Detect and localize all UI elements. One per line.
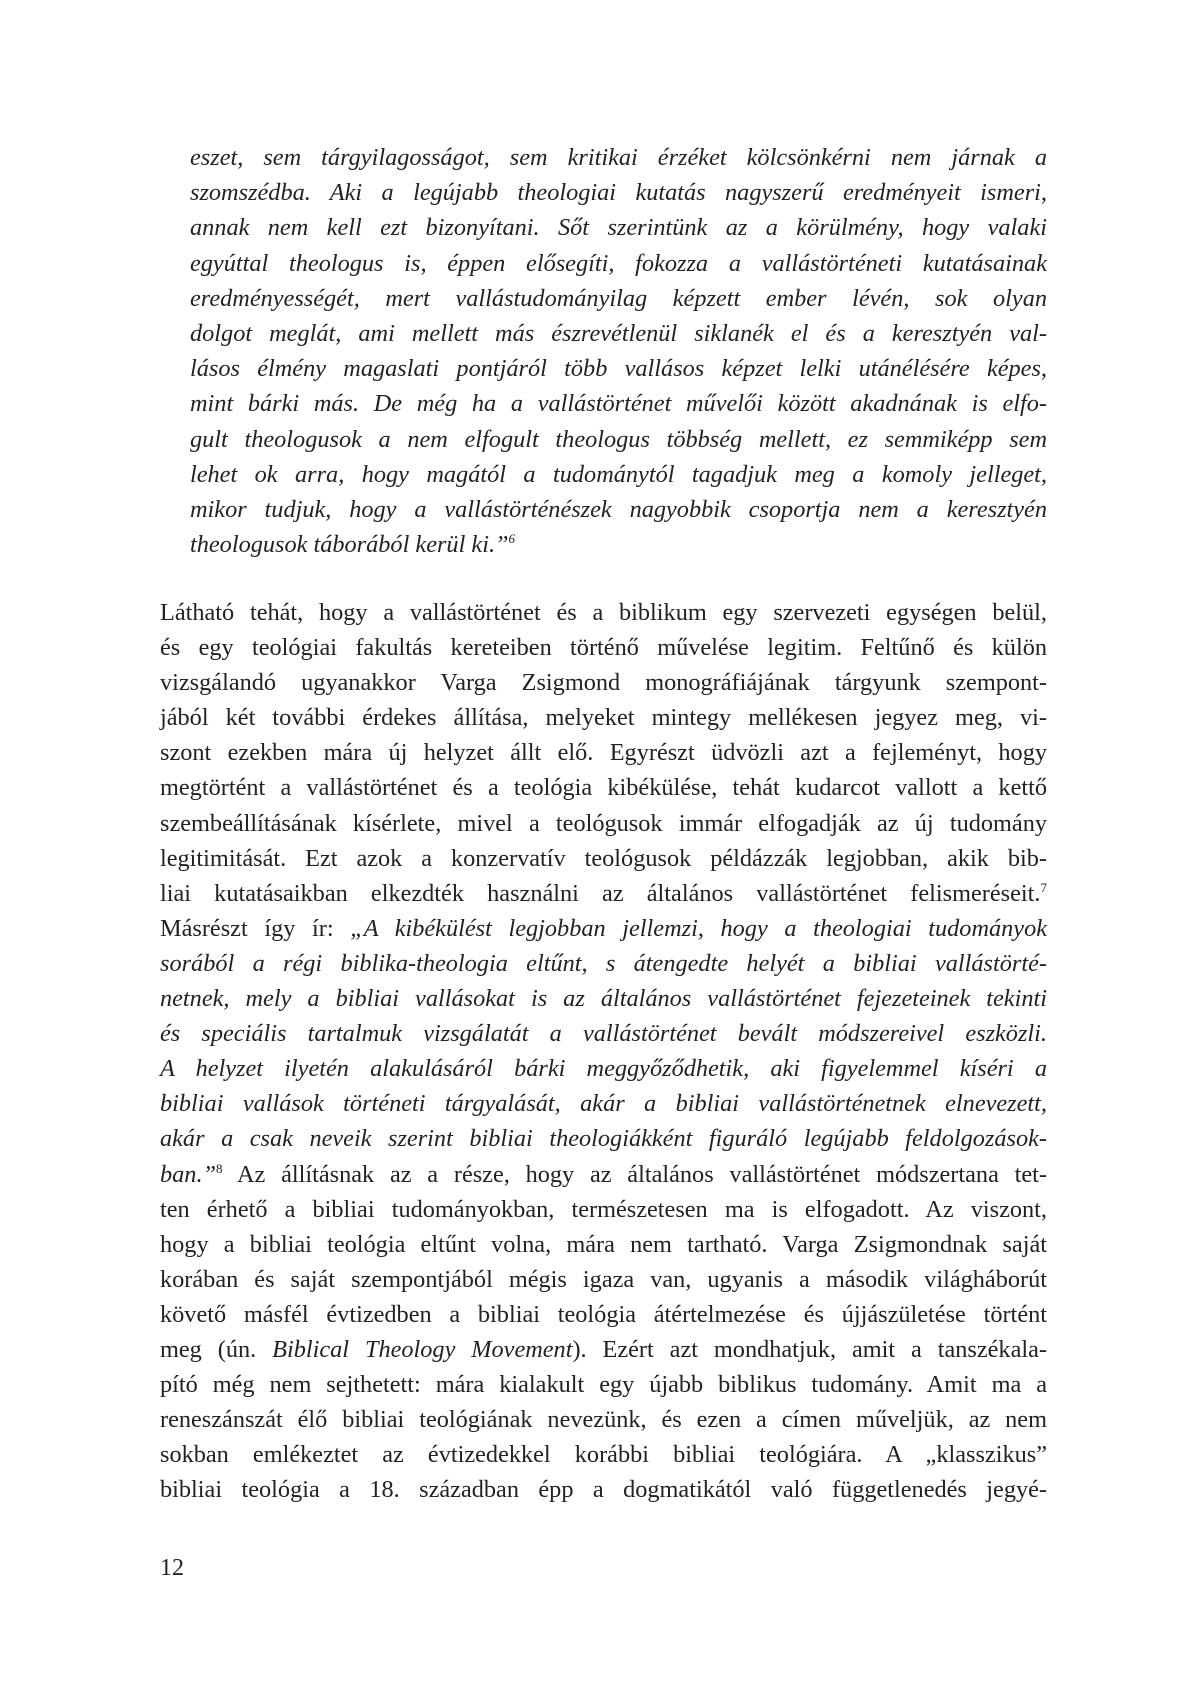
inline-quote-line: netnek, mely a bibliai vallásokat is az általános vallástörténet fejezeteinek tekinti [160, 985, 1047, 1013]
body-line [160, 911, 1047, 946]
inline-quote: „A kibékülést legjobban jellemzi, hogy a theologiai tudományok [350, 914, 1047, 942]
quote-line: lehet ok arra, hogy magától a tudománytól tagadjuk meg a komoly jelleget, [190, 460, 1047, 488]
body-line [160, 1332, 1047, 1367]
quote-line: mint bárki más. De még ha a vallástörténet művelői között akadnának is elfo- [190, 390, 1047, 418]
body-line: szont ezekben mára új helyzet állt elő. Egyrészt üdvözli azt a fejleményt, hogy [160, 739, 1047, 767]
body-paragraph [160, 595, 1047, 1507]
body-line: Látható tehát, hogy a vallástörténet és a biblikum egy szervezeti egységen belül, [160, 599, 1047, 626]
body-line-text: ). Ezért azt mondhatjuk, amit a tanszékala- [572, 1335, 1047, 1363]
body-line-text: Másrészt így ír: [160, 914, 351, 942]
body-line: ten érhető a bibliai tudományokban, természetesen ma is elfogadott. Az viszont, [160, 1195, 1047, 1223]
body-line: és egy teológiai fakultás kereteiben történő művelése legitim. Feltűnő és külön [160, 634, 1047, 662]
footnote-marker: 7 [1040, 879, 1047, 895]
body-line: reneszánszát élő bibliai teológiának nevezünk, és ezen a címen műveljük, az nem [160, 1406, 1047, 1434]
body-line: követő másfél évtizedben a bibliai teológia átértelmezése és újjászületése történt [160, 1300, 1047, 1328]
quote-line: egyúttal theologus is, éppen elősegíti, fokozza a vallástörténeti kutatásainak [190, 249, 1047, 277]
quote-line: lásos élmény magaslati pontjáról több vallásos képzet lelki utánélésére képes, [190, 355, 1047, 383]
body-line: szembeállításának kísérlete, mivel a teológusok immár elfogadják az új tudomány [160, 809, 1047, 837]
inline-quote-line: akár a csak neveik szerint bibliai theologiákként figuráló legújabb feldolgozások- [160, 1125, 1047, 1153]
quote-line: annak nem kell ezt bizonyítani. Sőt szerintünk az a körülmény, hogy valaki [190, 214, 1047, 242]
page-number: 12 [160, 1555, 184, 1581]
body-line: legitimitását. Ezt azok a konzervatív teológusok példázzák legjobban, akik bib- [160, 844, 1047, 872]
body-line [160, 1157, 1047, 1192]
body-line: jából két további érdekes állítása, melyeket mintegy mellékesen jegyez meg, vi- [160, 704, 1047, 732]
quote-line: mikor tudjuk, hogy a vallástörténészek nagyobbik csoportja nem a keresztyén [190, 495, 1047, 523]
footnote-marker: 8 [216, 1160, 223, 1176]
body-line-text: liai kutatásaikban elkezdték használni az általános vallástörténet felismeréseit. [160, 879, 1041, 907]
body-line: megtörtént a vallástörténet és a teológia kibékülése, tehát kudarcot vallott a kettő [160, 774, 1047, 802]
body-line: hogy a bibliai teológia eltűnt volna, mára nem tartható. Varga Zsigmondnak saját [160, 1230, 1047, 1258]
quote-line: szomszédba. Aki a legújabb theologiai kutatás nagyszerű eredményeit ismeri, [190, 179, 1047, 207]
inline-quote-line: és speciális tartalmuk vizsgálatát a vallástörténet bevált módszereivel eszközli. [160, 1020, 1047, 1048]
quote-line: gult theologusok a nem elfogult theologus többség mellett, ez semmiképp sem [190, 425, 1047, 453]
body-line-text: meg (ún. [160, 1335, 273, 1363]
body-line: bibliai teológia a 18. században épp a dogmatikától való függetlenedés jegyé- [160, 1476, 1047, 1504]
body-line: sokban emlékeztet az évtizedekkel korábbi bibliai teológiára. A „klasszikus” [160, 1441, 1047, 1469]
inline-quote-line: sorából a régi biblika-theologia eltűnt, s átengedte helyét a bibliai vallástörté- [160, 949, 1047, 977]
quote-last-line [190, 527, 1047, 562]
inline-quote-line: bibliai vallások történeti tárgyalását, akár a bibliai vallástörténetnek elnevezett, [160, 1090, 1047, 1118]
inline-quote-line: A helyzet ilyetén alakulásáról bárki meggyőződhetik, aki figyelemmel kíséri a [160, 1055, 1047, 1083]
body-line: vizsgálandó ugyanakkor Varga Zsigmond monográfiájának tárgyunk szempont- [160, 669, 1047, 697]
body-line: pító még nem sejthetett: mára kialakult egy újabb biblikus tudomány. Amit ma a [160, 1371, 1047, 1399]
quote-line: eredményességét, mert vallástudományilag képzett ember lévén, sok olyan [190, 284, 1047, 312]
footnote-marker: 6 [508, 530, 516, 546]
inline-quote: ban.” [160, 1160, 217, 1188]
quote-line: eszet, sem tárgyilagosságot, sem kritikai érzéket kölcsönkérni nem járnak a [190, 144, 1047, 171]
body-line [160, 876, 1047, 911]
quote-line: dolgot meglát, ami mellett más észrevétlenül siklanék el és a keresztyén val- [190, 319, 1047, 347]
italic-term: Biblical Theology Movement [272, 1335, 573, 1363]
body-line: korában és saját szempontjából mégis igaza van, ugyanis a második világháborút [160, 1265, 1047, 1293]
quote-last-text: theologusok táborából kerül ki.” [190, 531, 509, 559]
body-line-text: Az állításnak az a része, hogy az általános vallástörténet módszertana tet- [222, 1160, 1047, 1188]
block-quote [190, 140, 1047, 562]
